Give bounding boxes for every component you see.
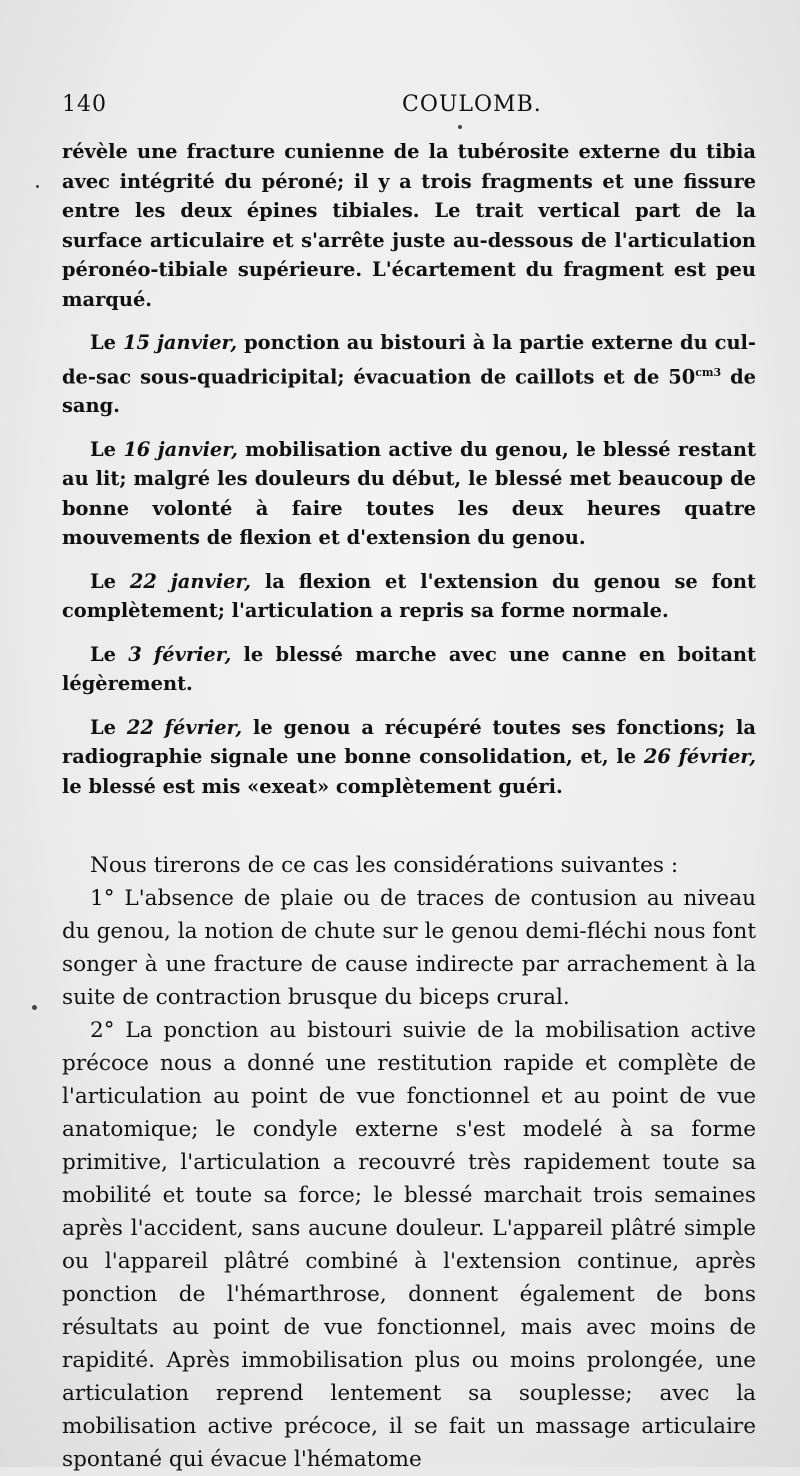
running-head: COULOMB. [402,92,542,117]
case-note-text: le blessé marche avec une canne en boitant légèrement. [62,642,756,696]
discussion-intro: Nous tirerons de ce cas les considérations suivantes : [90,853,679,879]
case-note-paragraph [62,567,756,626]
scan-speck [32,1005,37,1010]
page-number: 140 [62,92,107,117]
case-note-prefix: Le [90,715,116,739]
case-note-text: révèle une fracture cunienne de la tubérosite externe du tibia avec intégrité du péroné; il y a trois fragments et une fissure entre les deux épines tibiales. Le trait vertical part de la surface articulaire et s'arrête juste au-dessous de l'articulation péronéo-tibiale supérieure. L'écartement du fragment est peu marqué. [62,140,756,311]
case-note-prefix: Le [90,569,116,593]
discussion-point-2: 2° La ponction au bistouri suivie de la mobilisation active précoce nous a donné une restitution rapide et complète de l'articulation au point de vue fonctionnel et au point de vue anatomique; le condyle externe s'est modelé à sa forme primitive, l'articulation a recouvré très rapidement toute sa mobilité et toute sa force; le blessé marchait trois semaines après l'accident, sans aucune douleur. L'appareil plâtré simple ou l'appareil plâtré combiné à l'extension continue, après ponction de l'hémarthrose, donnent également de bons résultats au point de vue fonctionnel, mais avec moins de rapidité. Après immobilisation plus ou moins prolongée, une articulation reprend lentement sa souplesse; avec la mobilisation active précoce, il se fait un massage articulaire spontané qui évacue l'hématome [62,1018,756,1473]
case-note-text: le genou a récupéré toutes ses fonctions; la radiographie signale une bonne consolidation, et, le [62,715,756,769]
case-note-paragraph [62,435,756,553]
case-note-date: 22 janvier, [129,569,251,593]
unit-superscript: cm3 [695,365,722,379]
case-note-date: 26 février, [643,745,756,769]
discussion-point-1: 1° L'absence de plaie ou de traces de contusion au niveau du genou, la notion de chute sur le genou demi-fléchi nous font songer à une fracture de cause indirecte par arrachement à la suite de contraction brusque du biceps crural. [62,886,756,1011]
case-note-text: ponction au bistouri à la partie externe du cul-de-sac sous-quadricipital; évacuation de caillots et de 50 [62,331,756,388]
scan-speck [458,125,462,129]
case-note-date: 3 février, [128,642,232,666]
case-note-paragraph [62,137,756,314]
case-note-suffix: le blessé est mis «exeat» complètement guéri. [62,774,563,798]
case-note-paragraph [62,713,756,802]
case-note-text: la flexion et l'extension du genou se font complètement; l'articulation a repris sa forme normale. [62,569,756,623]
case-note-suffix: de sang. [62,364,756,418]
body-text [62,137,756,1476]
case-note-text: mobilisation active du genou, le blessé restant au lit; malgré les douleurs du début, le blessé met beaucoup de bonne volonté à faire toutes les deux heures quatre mouvements de flexion et d'extension du genou. [62,437,756,550]
case-note-date: 15 janvier, [122,331,238,354]
case-note-paragraph [62,328,756,421]
scan-speck [36,185,39,188]
case-note-prefix: Le [90,642,116,666]
case-note-paragraph [62,640,756,699]
case-note-date: 16 janvier, [123,437,238,461]
case-note-prefix: Le [90,331,116,354]
case-note-date: 22 février, [126,715,243,739]
case-note-prefix: Le [90,437,116,461]
